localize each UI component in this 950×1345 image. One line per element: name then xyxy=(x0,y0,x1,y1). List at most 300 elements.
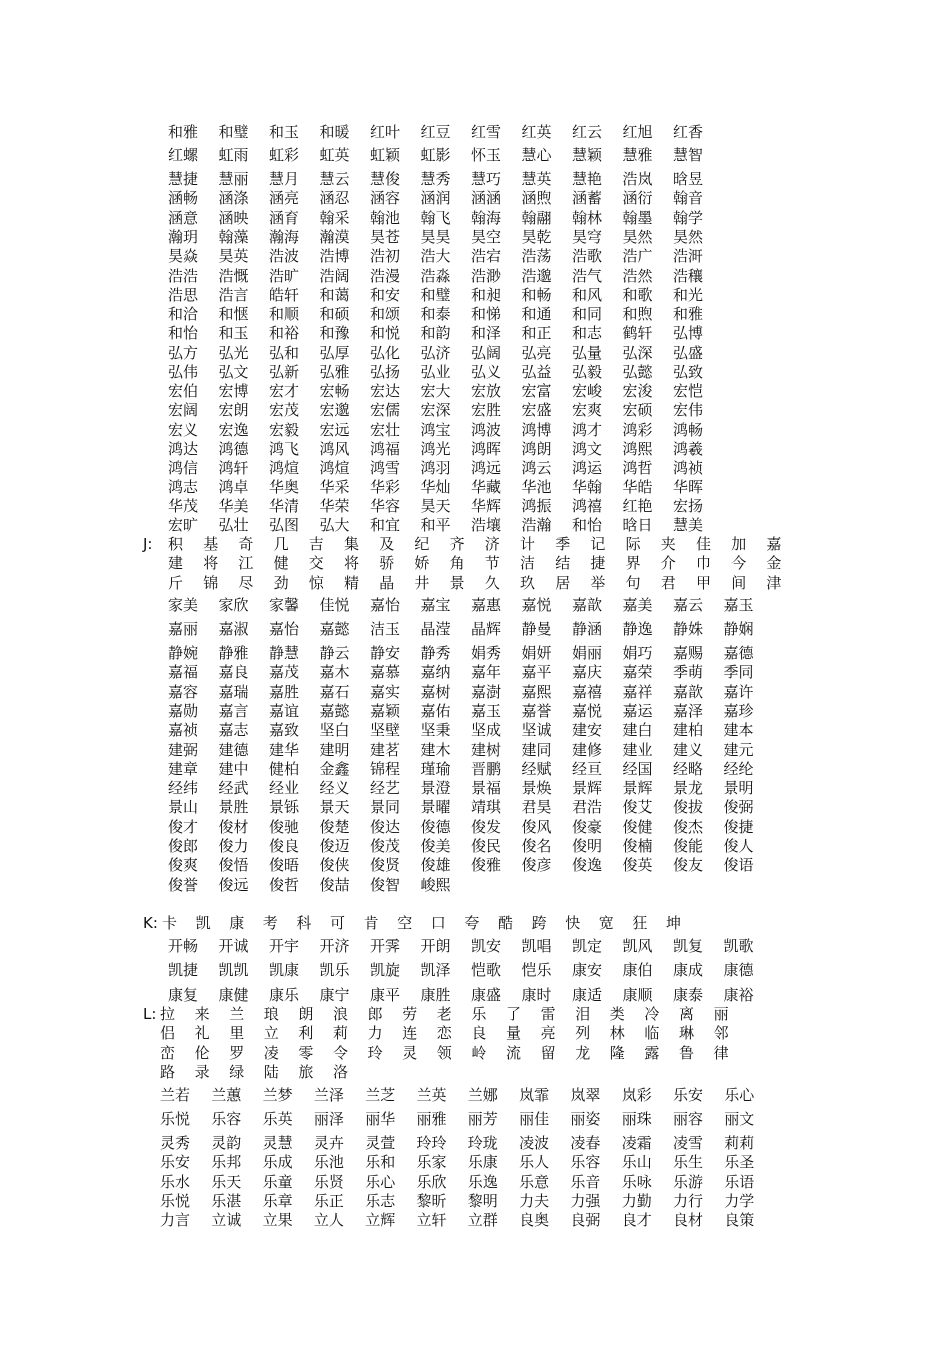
name-entry: 宏伟 xyxy=(673,401,704,419)
name-row xyxy=(0,515,950,535)
name-row xyxy=(0,496,950,516)
name-entry: 嘉云 xyxy=(673,596,704,614)
character-entry: 嘉 xyxy=(766,535,782,553)
name-row xyxy=(0,1191,950,1211)
name-entry: 良材 xyxy=(673,1211,704,1229)
name-entry: 慧智 xyxy=(673,146,704,164)
name-entry: 俊达 xyxy=(370,818,401,836)
name-entry: 静云 xyxy=(319,644,350,662)
character-entry: 捷 xyxy=(590,554,606,572)
name-entry: 嘉誉 xyxy=(521,702,552,720)
name-entry: 鸿轩 xyxy=(218,459,249,477)
character-entry: 宽 xyxy=(598,914,614,932)
name-entry: 宏达 xyxy=(370,382,401,400)
name-entry: 乐心 xyxy=(724,1086,755,1104)
name-entry: 康适 xyxy=(572,986,603,1004)
name-entry: 嘉佑 xyxy=(420,702,451,720)
character-entry: 峦 xyxy=(160,1044,176,1062)
name-entry: 乐水 xyxy=(160,1173,191,1191)
character-entry: 领 xyxy=(436,1044,452,1062)
name-entry: 弘壮 xyxy=(218,516,249,534)
name-entry: 灵韵 xyxy=(211,1134,242,1152)
character-entry: 计 xyxy=(520,535,536,553)
name-row xyxy=(0,985,950,1005)
name-entry: 兰梦 xyxy=(262,1086,293,1104)
name-entry: 翰海 xyxy=(471,209,502,227)
name-entry: 景天 xyxy=(319,798,350,816)
name-entry: 和暖 xyxy=(319,123,350,141)
name-entry: 嘉容 xyxy=(168,683,199,701)
character-entry: 乐 xyxy=(471,1005,487,1023)
character-entry: 加 xyxy=(731,535,747,553)
name-entry: 翰藻 xyxy=(218,228,249,246)
name-entry: 俊楠 xyxy=(622,837,653,855)
name-entry: 慧捷 xyxy=(168,170,199,188)
name-entry: 康安 xyxy=(572,961,603,979)
name-entry: 浩博 xyxy=(319,247,350,265)
name-row xyxy=(0,227,950,247)
name-entry: 俊豪 xyxy=(572,818,603,836)
name-entry: 静娴 xyxy=(723,620,754,638)
name-row xyxy=(0,643,950,663)
name-entry: 康顺 xyxy=(622,986,653,1004)
character-entry: 金 xyxy=(766,554,782,572)
name-entry: 浩旷 xyxy=(269,267,300,285)
name-entry: 鸿远 xyxy=(471,459,502,477)
name-entry: 昊空 xyxy=(471,228,502,246)
name-row xyxy=(0,875,950,895)
character-entry: 骄 xyxy=(379,554,395,572)
name-entry: 俊语 xyxy=(723,856,754,874)
name-entry: 君浩 xyxy=(572,798,603,816)
name-entry: 宏恺 xyxy=(673,382,704,400)
name-entry: 嘉致 xyxy=(269,721,300,739)
character-entry: 基 xyxy=(203,535,219,553)
name-entry: 红艳 xyxy=(622,497,653,515)
name-entry: 浩岚 xyxy=(622,170,653,188)
name-entry: 康健 xyxy=(218,986,249,1004)
character-entry: 力 xyxy=(367,1024,383,1042)
name-entry: 宏才 xyxy=(269,382,300,400)
name-entry: 力言 xyxy=(160,1211,191,1229)
name-entry: 华皓 xyxy=(622,478,653,496)
character-row xyxy=(0,573,950,593)
name-entry: 浩大 xyxy=(420,247,451,265)
name-entry: 季萌 xyxy=(673,663,704,681)
name-entry: 嘉怡 xyxy=(370,596,401,614)
name-entry: 良奥 xyxy=(519,1211,550,1229)
name-entry: 嘉珍 xyxy=(723,702,754,720)
name-entry: 和通 xyxy=(521,305,552,323)
character-entry: 凌 xyxy=(263,1044,279,1062)
character-entry: 夸 xyxy=(464,914,480,932)
name-entry: 俊弼 xyxy=(723,798,754,816)
name-entry: 昊然 xyxy=(673,228,704,246)
name-entry: 慧艳 xyxy=(572,170,603,188)
character-entry: 流 xyxy=(506,1044,522,1062)
name-entry: 建本 xyxy=(723,721,754,739)
name-entry: 恺歌 xyxy=(471,961,502,979)
character-entry: 礼 xyxy=(194,1024,210,1042)
name-entry: 嘉歆 xyxy=(572,596,603,614)
name-entry: 建华 xyxy=(269,741,300,759)
name-entry: 华美 xyxy=(218,497,249,515)
name-entry: 丽泽 xyxy=(313,1110,344,1128)
name-entry: 弘新 xyxy=(269,363,300,381)
name-entry: 鸿彩 xyxy=(622,421,653,439)
name-entry: 鸿禧 xyxy=(572,497,603,515)
character-entry: 佳 xyxy=(696,535,712,553)
name-entry: 洁玉 xyxy=(370,620,401,638)
name-row xyxy=(0,439,950,459)
name-entry: 乐天 xyxy=(211,1173,242,1191)
name-entry: 慧颖 xyxy=(572,146,603,164)
character-entry: 惊 xyxy=(308,574,324,592)
name-entry: 慧月 xyxy=(269,170,300,188)
section-letter-label: K: xyxy=(143,914,158,932)
name-entry: 和泽 xyxy=(471,324,502,342)
name-entry: 浩荡 xyxy=(521,247,552,265)
name-entry: 嘉悦 xyxy=(572,702,603,720)
name-entry: 嘉赐 xyxy=(673,644,704,662)
character-entry: 界 xyxy=(625,554,641,572)
name-entry: 良弼 xyxy=(570,1211,601,1229)
character-entry: 列 xyxy=(575,1024,591,1042)
name-entry: 瀚玥 xyxy=(168,228,199,246)
name-entry: 俊力 xyxy=(218,837,249,855)
name-entry: 俊哲 xyxy=(269,876,300,894)
name-entry: 俊德 xyxy=(420,818,451,836)
name-entry: 和歌 xyxy=(622,286,653,304)
name-entry: 昊天 xyxy=(420,497,451,515)
name-entry: 嘉淑 xyxy=(218,620,249,638)
name-entry: 鸿才 xyxy=(572,421,603,439)
name-entry: 俊喆 xyxy=(319,876,350,894)
name-entry: 景辉 xyxy=(572,779,603,797)
name-entry: 涵育 xyxy=(269,209,300,227)
name-entry: 丽佳 xyxy=(519,1110,550,1128)
character-entry: 将 xyxy=(203,554,219,572)
name-entry: 鸿熙 xyxy=(622,440,653,458)
name-entry: 宏博 xyxy=(218,382,249,400)
name-entry: 和顺 xyxy=(269,305,300,323)
name-entry: 乐圣 xyxy=(724,1153,755,1171)
name-row xyxy=(0,759,950,779)
name-entry: 俊发 xyxy=(471,818,502,836)
name-entry: 和蔼 xyxy=(319,286,350,304)
character-entry: 浪 xyxy=(333,1005,349,1023)
name-entry: 嘉石 xyxy=(319,683,350,701)
name-entry: 和雅 xyxy=(673,305,704,323)
name-entry: 莉莉 xyxy=(724,1134,755,1152)
name-entry: 建业 xyxy=(622,741,653,759)
name-entry: 乐康 xyxy=(467,1153,498,1171)
name-row xyxy=(0,1109,950,1129)
character-entry: 节 xyxy=(484,554,500,572)
name-row xyxy=(0,797,950,817)
name-entry: 宏扬 xyxy=(673,497,704,515)
name-entry: 和安 xyxy=(370,286,401,304)
name-entry: 俊民 xyxy=(471,837,502,855)
name-entry: 俊楚 xyxy=(319,818,350,836)
name-entry: 峻熙 xyxy=(420,876,451,894)
character-entry: 莉 xyxy=(333,1024,349,1042)
name-entry: 立人 xyxy=(313,1211,344,1229)
character-entry: 卡 xyxy=(162,914,178,932)
name-entry: 静曼 xyxy=(521,620,552,638)
character-entry: 积 xyxy=(168,535,184,553)
name-entry: 昊穹 xyxy=(572,228,603,246)
name-row xyxy=(0,169,950,189)
name-entry: 弘阔 xyxy=(471,344,502,362)
name-entry: 和平 xyxy=(420,516,451,534)
name-entry: 红豆 xyxy=(420,123,451,141)
name-entry: 静逸 xyxy=(622,620,653,638)
name-entry: 宏旷 xyxy=(168,516,199,534)
name-entry: 翰音 xyxy=(673,189,704,207)
name-entry: 静姝 xyxy=(673,620,704,638)
name-entry: 康宁 xyxy=(319,986,350,1004)
name-entry: 弘光 xyxy=(218,344,249,362)
name-entry: 乐生 xyxy=(673,1153,704,1171)
character-entry: 琅 xyxy=(263,1005,279,1023)
name-entry: 浩淼 xyxy=(420,267,451,285)
name-entry: 乐正 xyxy=(313,1192,344,1210)
name-entry: 乐英 xyxy=(262,1110,293,1128)
name-entry: 昊乾 xyxy=(521,228,552,246)
name-entry: 慧俊 xyxy=(370,170,401,188)
character-entry: 酷 xyxy=(498,914,514,932)
name-entry: 昊苍 xyxy=(370,228,401,246)
name-entry: 和怡 xyxy=(168,324,199,342)
name-entry: 涵意 xyxy=(168,209,199,227)
name-entry: 静秀 xyxy=(420,644,451,662)
character-entry: 绿 xyxy=(229,1063,245,1081)
name-entry: 景焕 xyxy=(521,779,552,797)
character-entry: 亮 xyxy=(540,1024,556,1042)
name-entry: 和光 xyxy=(673,286,704,304)
name-row xyxy=(0,1172,950,1192)
name-entry: 开宇 xyxy=(269,937,300,955)
character-entry: 居 xyxy=(555,574,571,592)
name-entry: 坚诚 xyxy=(521,721,552,739)
character-entry: 几 xyxy=(273,535,289,553)
name-entry: 涵润 xyxy=(420,189,451,207)
name-entry: 弘量 xyxy=(572,344,603,362)
name-entry: 康伯 xyxy=(622,961,653,979)
name-entry: 鸿风 xyxy=(319,440,350,458)
name-entry: 弘益 xyxy=(521,363,552,381)
name-entry: 宏富 xyxy=(521,382,552,400)
name-entry: 涵衍 xyxy=(622,189,653,207)
name-entry: 皓轩 xyxy=(269,286,300,304)
name-entry: 建木 xyxy=(420,741,451,759)
name-entry: 翰采 xyxy=(319,209,350,227)
name-entry: 和煦 xyxy=(622,305,653,323)
name-entry: 嘉谊 xyxy=(269,702,300,720)
character-entry: 罗 xyxy=(229,1044,245,1062)
name-entry: 娟巧 xyxy=(622,644,653,662)
character-entry: 建 xyxy=(168,554,184,572)
name-entry: 和宜 xyxy=(370,516,401,534)
name-entry: 华清 xyxy=(269,497,300,515)
name-entry: 华灿 xyxy=(420,478,451,496)
name-entry: 康泰 xyxy=(673,986,704,1004)
name-entry: 慧云 xyxy=(319,170,350,188)
name-entry: 华藏 xyxy=(471,478,502,496)
character-entry: 齐 xyxy=(449,535,465,553)
character-entry: 肯 xyxy=(363,914,379,932)
name-entry: 康德 xyxy=(723,961,754,979)
name-entry: 静雅 xyxy=(218,644,249,662)
name-entry: 晋鹏 xyxy=(471,760,502,778)
name-entry: 俊拔 xyxy=(673,798,704,816)
name-entry: 翰墨 xyxy=(622,209,653,227)
name-entry: 立果 xyxy=(262,1211,293,1229)
name-entry: 乐童 xyxy=(262,1173,293,1191)
name-entry: 和雅 xyxy=(168,123,199,141)
name-entry: 弘致 xyxy=(673,363,704,381)
name-entry: 华奥 xyxy=(269,478,300,496)
name-entry: 俊能 xyxy=(673,837,704,855)
character-entry: 际 xyxy=(625,535,641,553)
name-entry: 宏儒 xyxy=(370,401,401,419)
name-entry: 乐音 xyxy=(570,1173,601,1191)
name-entry: 鸿晖 xyxy=(471,440,502,458)
name-entry: 君昊 xyxy=(521,798,552,816)
name-entry: 嘉言 xyxy=(218,702,249,720)
name-entry: 嘉祯 xyxy=(168,721,199,739)
name-entry: 坚秉 xyxy=(420,721,451,739)
character-entry: 健 xyxy=(273,554,289,572)
character-entry: 巾 xyxy=(696,554,712,572)
name-entry: 华茂 xyxy=(168,497,199,515)
name-entry: 宏阔 xyxy=(168,401,199,419)
name-entry: 康盛 xyxy=(471,986,502,1004)
name-entry: 晶辉 xyxy=(471,620,502,638)
name-entry: 鸿文 xyxy=(572,440,603,458)
name-entry: 华容 xyxy=(370,497,401,515)
name-entry: 乐池 xyxy=(313,1153,344,1171)
name-entry: 鸿信 xyxy=(168,459,199,477)
name-entry: 华采 xyxy=(319,478,350,496)
character-entry: 量 xyxy=(506,1024,522,1042)
name-entry: 丽珠 xyxy=(621,1110,652,1128)
name-entry: 灵秀 xyxy=(160,1134,191,1152)
name-entry: 弘深 xyxy=(622,344,653,362)
character-entry: 交 xyxy=(308,554,324,572)
name-entry: 鸿博 xyxy=(521,421,552,439)
name-entry: 鸿福 xyxy=(370,440,401,458)
name-entry: 弘文 xyxy=(218,363,249,381)
character-entry: 林 xyxy=(609,1024,625,1042)
name-entry: 虹影 xyxy=(420,146,451,164)
name-entry: 弘济 xyxy=(420,344,451,362)
name-entry: 乐逸 xyxy=(467,1173,498,1191)
name-entry: 景明 xyxy=(723,779,754,797)
character-entry: 玖 xyxy=(520,574,536,592)
name-entry: 弘业 xyxy=(420,363,451,381)
character-entry: 可 xyxy=(330,914,346,932)
name-entry: 建弼 xyxy=(168,741,199,759)
name-entry: 开朗 xyxy=(420,937,451,955)
name-entry: 俊才 xyxy=(168,818,199,836)
name-entry: 宏远 xyxy=(319,421,350,439)
character-row xyxy=(0,1004,950,1024)
name-entry: 鸿波 xyxy=(471,421,502,439)
name-entry: 弘懿 xyxy=(622,363,653,381)
name-entry: 和同 xyxy=(572,305,603,323)
name-entry: 嘉丽 xyxy=(168,620,199,638)
name-entry: 凯凯 xyxy=(218,961,249,979)
character-entry: 律 xyxy=(713,1044,729,1062)
name-entry: 经亘 xyxy=(572,760,603,778)
name-row xyxy=(0,595,950,615)
name-entry: 家馨 xyxy=(269,596,300,614)
name-entry: 红雪 xyxy=(471,123,502,141)
character-entry: 坤 xyxy=(666,914,682,932)
name-entry: 鸿飞 xyxy=(269,440,300,458)
character-entry: 里 xyxy=(229,1024,245,1042)
name-entry: 力行 xyxy=(673,1192,704,1210)
character-entry: 恋 xyxy=(436,1024,452,1042)
character-row xyxy=(0,534,950,554)
name-entry: 宏逸 xyxy=(218,421,249,439)
name-entry: 凯歌 xyxy=(723,937,754,955)
name-entry: 建义 xyxy=(673,741,704,759)
name-entry: 嘉惠 xyxy=(471,596,502,614)
character-entry: 良 xyxy=(471,1024,487,1042)
name-entry: 慧美 xyxy=(673,516,704,534)
name-entry: 浩思 xyxy=(168,286,199,304)
name-entry: 凯康 xyxy=(269,961,300,979)
character-entry: 露 xyxy=(644,1044,660,1062)
name-entry: 丽芳 xyxy=(467,1110,498,1128)
name-entry: 弘雅 xyxy=(319,363,350,381)
name-row xyxy=(0,701,950,721)
character-entry: 洁 xyxy=(520,554,536,572)
name-entry: 康时 xyxy=(521,986,552,1004)
name-entry: 宏邈 xyxy=(319,401,350,419)
name-entry: 晗昱 xyxy=(673,170,704,188)
name-entry: 俊人 xyxy=(723,837,754,855)
name-entry: 凯复 xyxy=(673,937,704,955)
name-entry: 晗日 xyxy=(622,516,653,534)
name-entry: 怀玉 xyxy=(471,146,502,164)
name-entry: 开诚 xyxy=(218,937,249,955)
name-entry: 和风 xyxy=(572,286,603,304)
name-entry: 丽容 xyxy=(673,1110,704,1128)
name-row xyxy=(0,720,950,740)
character-entry: 泪 xyxy=(575,1005,591,1023)
name-entry: 虹彩 xyxy=(269,146,300,164)
name-entry: 凌春 xyxy=(570,1134,601,1152)
character-entry: 冷 xyxy=(644,1005,660,1023)
name-entry: 昊英 xyxy=(218,247,249,265)
name-entry: 景铄 xyxy=(269,798,300,816)
name-entry: 浩渺 xyxy=(471,267,502,285)
name-entry: 经赋 xyxy=(521,760,552,778)
name-entry: 坚成 xyxy=(471,721,502,739)
character-entry: 今 xyxy=(731,554,747,572)
name-entry: 建章 xyxy=(168,760,199,778)
name-row xyxy=(0,208,950,228)
character-entry: 津 xyxy=(766,574,782,592)
name-entry: 华荣 xyxy=(319,497,350,515)
name-row xyxy=(0,740,950,760)
name-entry: 嘉勋 xyxy=(168,702,199,720)
name-entry: 宏硕 xyxy=(622,401,653,419)
